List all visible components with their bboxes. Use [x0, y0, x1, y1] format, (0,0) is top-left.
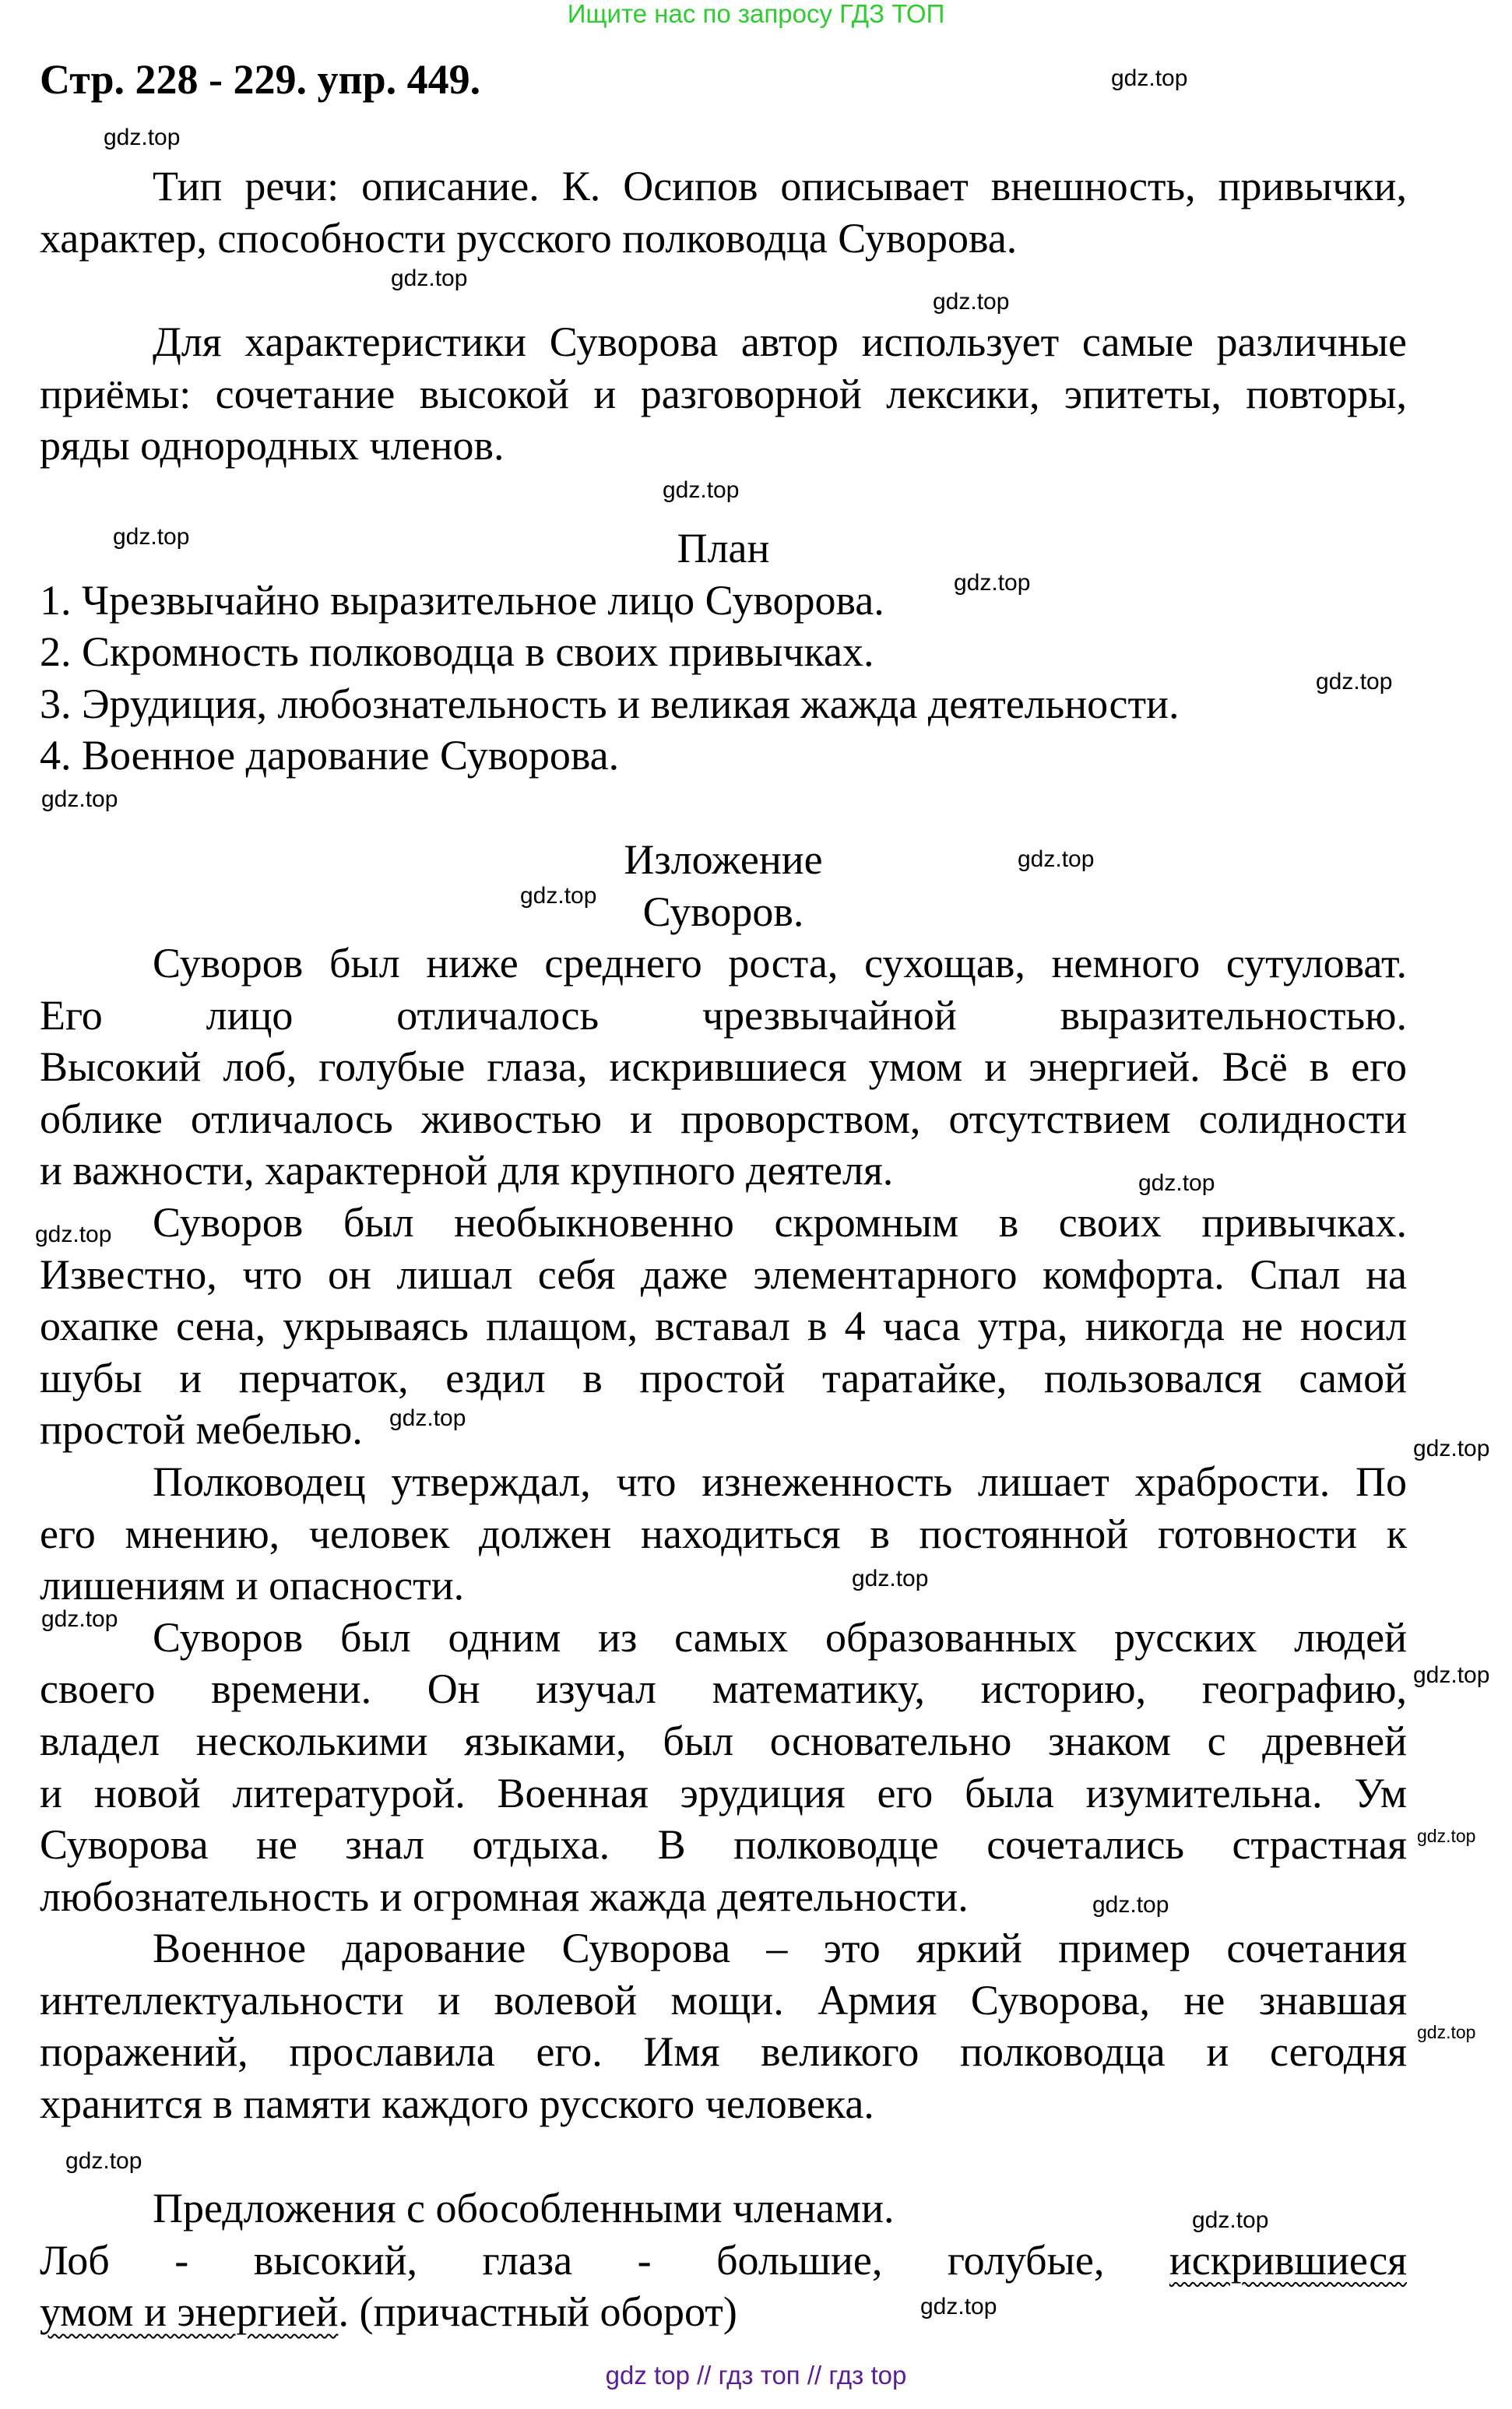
watermark: gdz.top	[852, 1566, 929, 1591]
participle-underlined: умом и энергией	[40, 2288, 339, 2336]
text-line: Военное дарование Суворова – это яркий пример сочетания	[153, 1925, 1407, 1972]
text-line: владел несколькими языками, был основательно знаком с древней	[40, 1717, 1407, 1764]
text-line: хранится в памяти каждого русского человека.	[40, 2080, 874, 2128]
text-line: ряды однородных членов.	[40, 422, 505, 469]
watermark: gdz.top	[41, 1606, 118, 1632]
text-line: поражений, прославила его. Имя великого полководца и сегодня	[40, 2028, 1407, 2076]
essay-heading: Изложение	[624, 836, 823, 883]
example-text: . (причастный оборот)	[338, 2288, 737, 2336]
plan-item: 2. Скромность полководца в своих привычках.	[40, 628, 874, 676]
watermark: gdz.top	[65, 2148, 142, 2174]
watermark: gdz.top	[1138, 1170, 1215, 1196]
watermark: gdz.top	[1192, 2207, 1269, 2233]
plan-item: 3. Эрудиция, любознательность и великая жажда деятельности.	[40, 680, 1180, 727]
footer-links: gdz top // гдз топ // гдз top	[605, 2361, 907, 2390]
text-line: Его лицо отличалось чрезвычайной выразительностью.	[40, 991, 1407, 1039]
text-line: Высокий лоб, голубые глаза, искрившиеся умом и энергией. Всё в его	[40, 1043, 1407, 1091]
plan-heading: План	[677, 525, 770, 571]
text-line: Известно, что он лишал себя даже элементарного комфорта. Спал на	[40, 1250, 1407, 1298]
text-line: Суворов был необыкновенно скромным в своих привычках.	[153, 1198, 1407, 1246]
watermark: gdz.top	[1413, 1662, 1490, 1688]
watermark: gdz.top	[520, 883, 597, 909]
text-line: своего времени. Он изучал математику, историю, географию,	[40, 1665, 1407, 1713]
watermark: gdz.top	[104, 125, 181, 150]
watermark: gdz.top	[1018, 846, 1095, 872]
watermark: gdz.top	[113, 524, 190, 550]
watermark: gdz.top	[1417, 1826, 1476, 1846]
essay-body	[40, 937, 1407, 2130]
watermark: gdz.top	[1092, 1892, 1169, 1918]
watermark: gdz.top	[35, 1222, 112, 1247]
example-line	[40, 2235, 1407, 2287]
text-line: шубы и перчаток, ездил в простой таратайке, пользовался самой	[40, 1354, 1407, 1401]
example-text: Лоб - высокий, глаза - большие, голубые,	[40, 2236, 1105, 2284]
plan-item: 4. Военное дарование Суворова.	[40, 732, 620, 779]
participle-underlined: искрившиеся	[1169, 2236, 1408, 2284]
watermark: gdz.top	[933, 289, 1010, 315]
watermark: gdz.top	[1111, 65, 1188, 91]
text-line: характер, способности русского полководца Суворова.	[40, 214, 1018, 262]
text-line: Полководец утверждал, что изнеженность лишает храбрости. По	[153, 1458, 1407, 1505]
watermark: gdz.top	[663, 477, 740, 503]
page-title: Стр. 228 - 229. упр. 449.	[40, 56, 481, 103]
text-line: любознательность и огромная жажда деятельности.	[40, 1873, 969, 1920]
text-line: и важности, характерной для крупного деятеля.	[40, 1147, 894, 1194]
watermark: gdz.top	[389, 1405, 466, 1431]
watermark: gdz.top	[1316, 669, 1393, 695]
plan-section	[40, 522, 1407, 782]
text-line: Тип речи: описание. К. Осипов описывает внешность, привычки,	[153, 163, 1407, 209]
essay-header	[40, 834, 1407, 937]
text-line: Суворова не знал отдыха. В полководце сочетались страстная	[40, 1821, 1407, 1869]
text-line: Суворов был одним из самых образованных русских людей	[153, 1613, 1407, 1661]
text-line: и новой литературой. Военная эрудиция его была изумительна. Ум	[40, 1769, 1407, 1816]
techniques-paragraph	[40, 316, 1407, 472]
watermark: gdz.top	[920, 2294, 997, 2319]
text-line: Суворов был ниже среднего роста, сухощав, немного сутуловат.	[153, 940, 1407, 986]
watermark: gdz.top	[1417, 2022, 1476, 2042]
text-line: охапке сена, укрываясь плащом, вставал в 4 часа утра, никогда не носил	[40, 1303, 1407, 1350]
text-line: его мнению, человек должен находиться в постоянной готовности к	[40, 1510, 1407, 1557]
watermark: gdz.top	[954, 570, 1031, 596]
watermark: gdz.top	[391, 266, 468, 291]
isolated-members-section	[40, 2182, 1407, 2338]
text-line: интеллектуальности и волевой мощи. Армия Суворова, не знавшая	[40, 1976, 1407, 2024]
speech-type-paragraph	[40, 160, 1407, 264]
essay-subtitle: Суворов.	[642, 888, 804, 935]
text-line: лишениям и опасности.	[40, 1562, 465, 1609]
isolated-heading: Предложения с обособленными членами.	[153, 2185, 895, 2231]
plan-item: 1. Чрезвычайно выразительное лицо Суворова.	[40, 576, 884, 624]
text-line: простой мебелью.	[40, 1406, 363, 1454]
watermark: gdz.top	[1413, 1436, 1490, 1461]
text-line: облике отличалось живостью и проворством, отсутствием солидности	[40, 1095, 1407, 1142]
text-line: приёмы: сочетание высокой и разговорной лексики, эпитеты, повторы,	[40, 370, 1407, 417]
search-hint-banner: Ищите нас по запросу ГДЗ ТОП	[567, 0, 945, 28]
example-line	[40, 2286, 1407, 2338]
text-line: Для характеристики Суворова автор использует самые различные	[153, 318, 1407, 365]
watermark: gdz.top	[41, 786, 118, 812]
